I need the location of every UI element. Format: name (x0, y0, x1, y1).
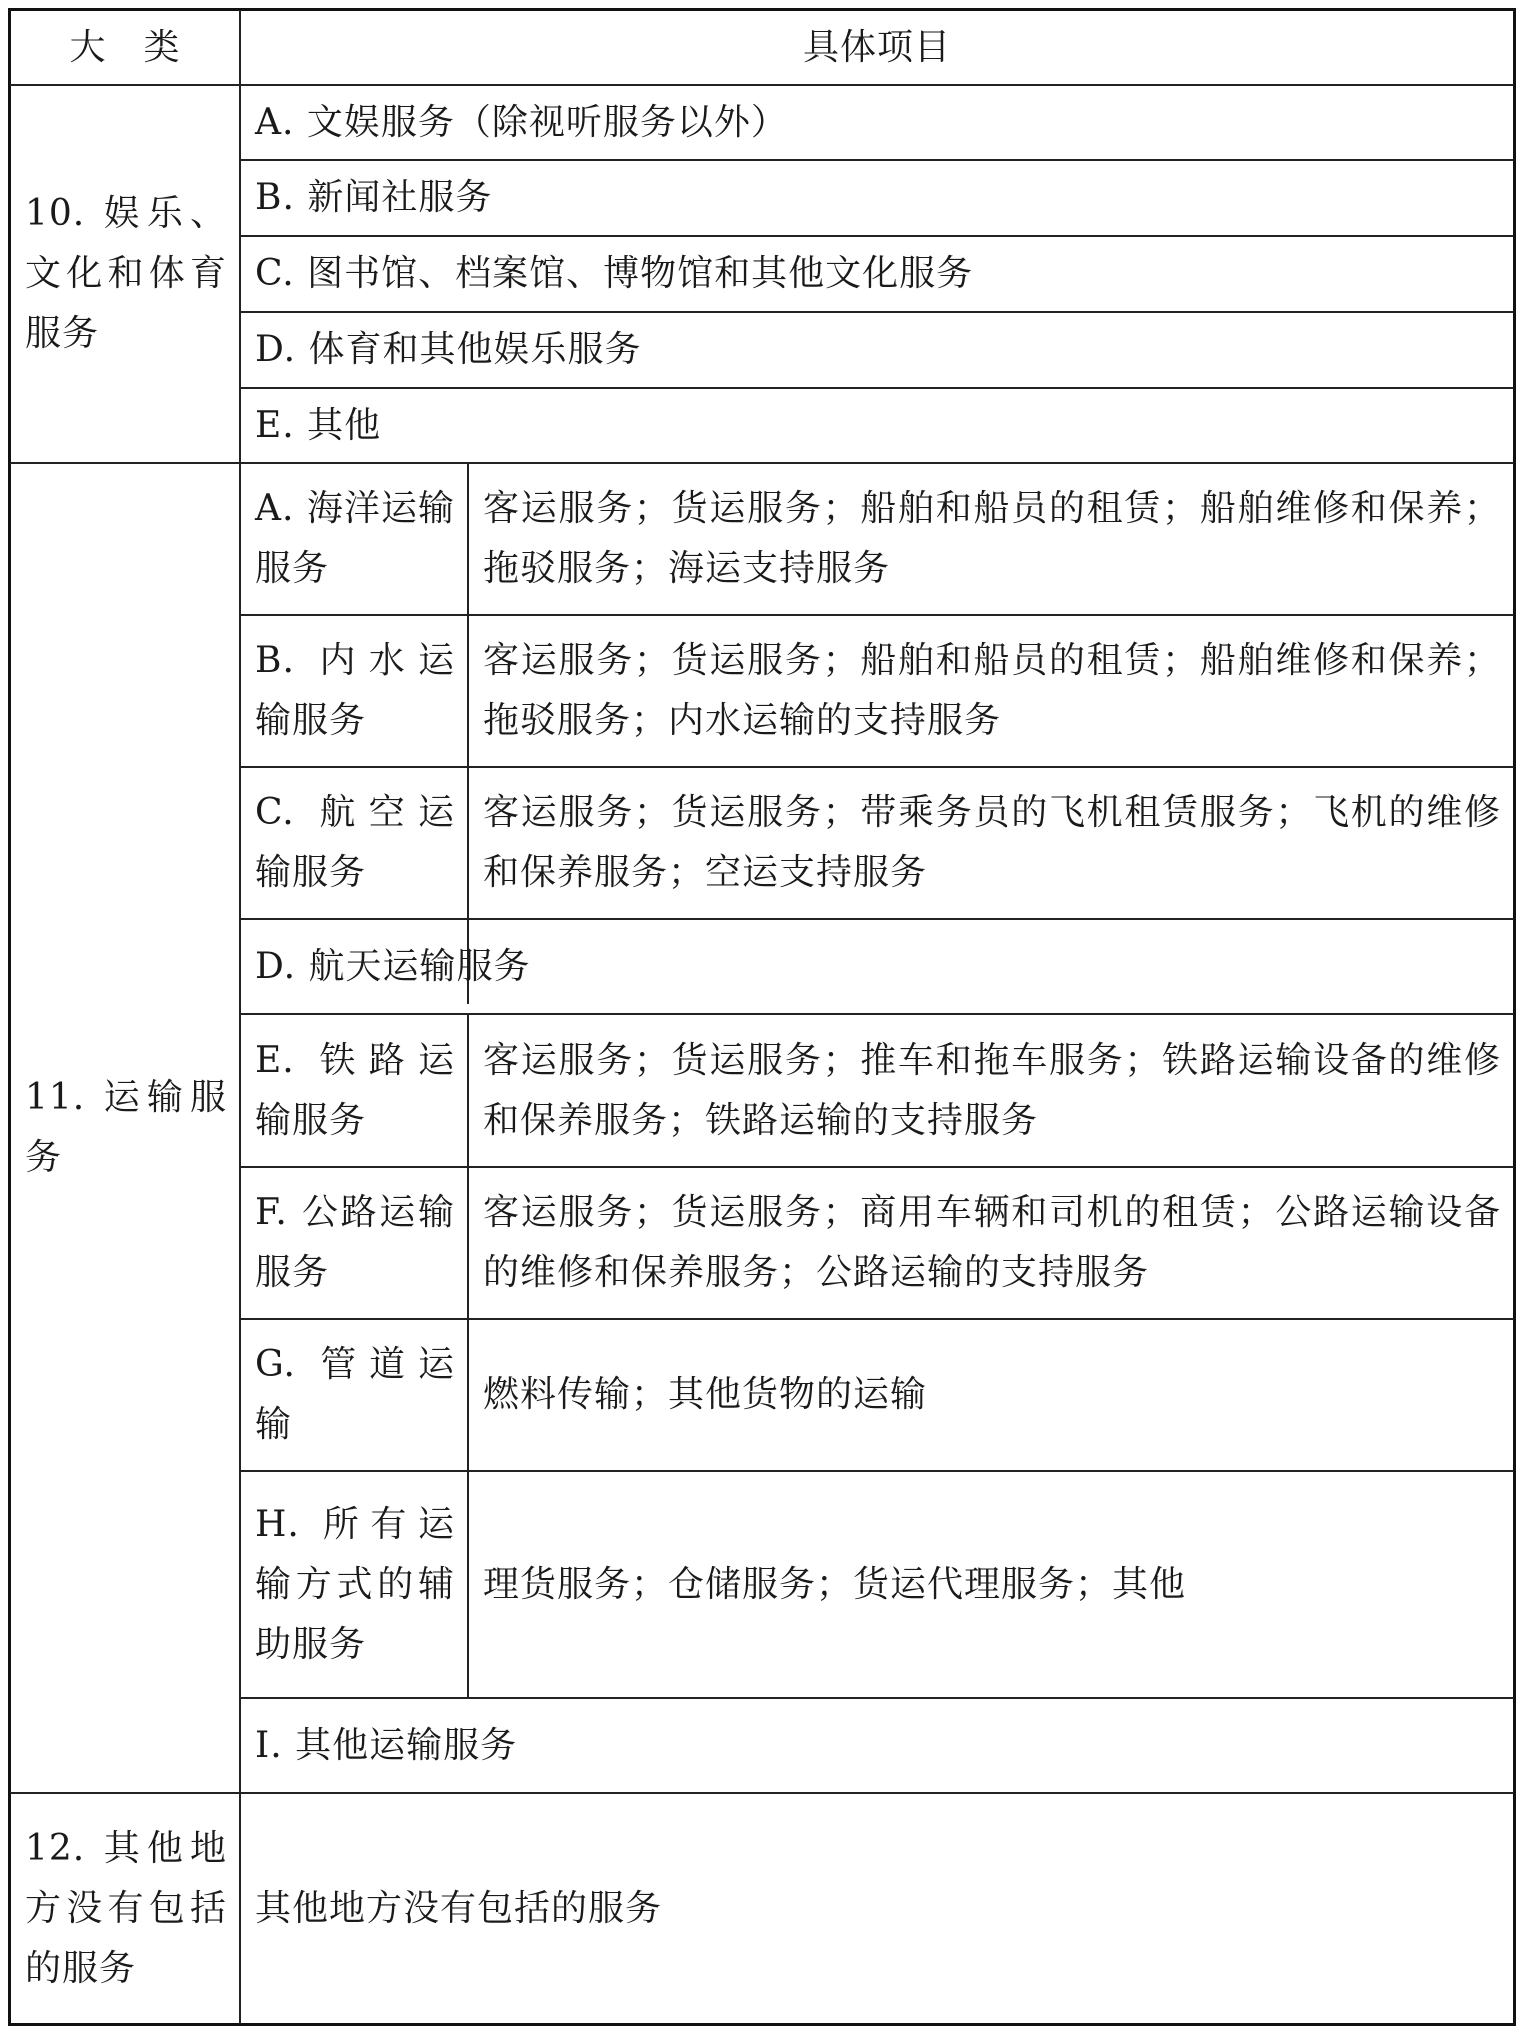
item-cell: A. 文娱服务（除视听服务以外） (255, 101, 788, 143)
subcategory-text: H. 所有运输方式的辅助服务 (255, 1503, 455, 1665)
item-cell: D. 体育和其他娱乐服务 (255, 329, 642, 370)
detail-text: 理货服务；仓储服务；货运代理服务；其他 (483, 1563, 1187, 1605)
detail-cell (469, 1015, 1513, 1166)
header-category: 大 类 (69, 27, 181, 68)
subcategory-text: B. 内水运输服务 (255, 640, 455, 741)
detail-text: 客运服务；货运服务；船舶和船员的租赁；船舶维修和保养；拖驳服务；海运支持服务 (483, 488, 1501, 589)
detail-text: 客运服务；货运服务；推车和拖车服务；铁路运输设备的维修和保养服务；铁路运输的支持服务 (483, 1039, 1501, 1141)
detail-text: 燃料传输；其他货物的运输 (483, 1374, 928, 1415)
category-text: 11. 运输服务 (25, 1077, 227, 1178)
category-cell-10 (11, 86, 239, 462)
subcategory-cell (241, 768, 467, 918)
subcategory-cell (241, 464, 467, 614)
detail-text: 客运服务；货运服务；带乘务员的飞机租赁服务；飞机的维修和保养服务；空运支持服务 (483, 792, 1501, 893)
subcategory-cell (241, 1168, 467, 1318)
header-items: 具体项目 (802, 27, 951, 68)
subcategory-text: C. 航空运输服务 (255, 792, 455, 893)
item-cell: E. 其他 (255, 404, 382, 446)
detail-text: 客运服务；货运服务；商用车辆和司机的租赁；公路运输设备的维修和保养服务；公路运输的支持服务 (483, 1192, 1501, 1293)
subcategory-cell (241, 1015, 467, 1166)
item-cell: 其他地方没有包括的服务 (255, 1887, 663, 1929)
subcategory-cell (241, 1320, 467, 1470)
item-cell: B. 新闻社服务 (255, 177, 493, 218)
subcategory-text: G. 管道运输 (255, 1344, 455, 1445)
subcategory-text: E. 铁路运输服务 (255, 1039, 455, 1141)
subcategory-text: F. 公路运输服务 (255, 1192, 455, 1293)
detail-cell (469, 1320, 1513, 1470)
detail-cell (469, 1472, 1513, 1697)
category-cell-11 (11, 464, 239, 1792)
category-text: 12. 其他地方没有包括的服务 (25, 1827, 227, 1989)
detail-cell (469, 464, 1513, 614)
category-cell-12 (11, 1794, 239, 2023)
subcategory-text: A. 海洋运输服务 (255, 488, 455, 589)
item-cell: I. 其他运输服务 (255, 1724, 518, 1766)
detail-cell (469, 1168, 1513, 1318)
item-cell: C. 图书馆、档案馆、博物馆和其他文化服务 (255, 253, 974, 294)
subcategory-cell (241, 1472, 467, 1697)
detail-cell (469, 616, 1513, 766)
detail-cell (469, 768, 1513, 918)
category-text: 10. 娱乐、文化和体育服务 (25, 193, 227, 354)
detail-text: 客运服务；货运服务；船舶和船员的租赁；船舶维修和保养；拖驳服务；内水运输的支持服务 (483, 640, 1501, 741)
subcategory-cell (241, 616, 467, 766)
item-cell: D. 航天运输服务 (255, 945, 531, 987)
